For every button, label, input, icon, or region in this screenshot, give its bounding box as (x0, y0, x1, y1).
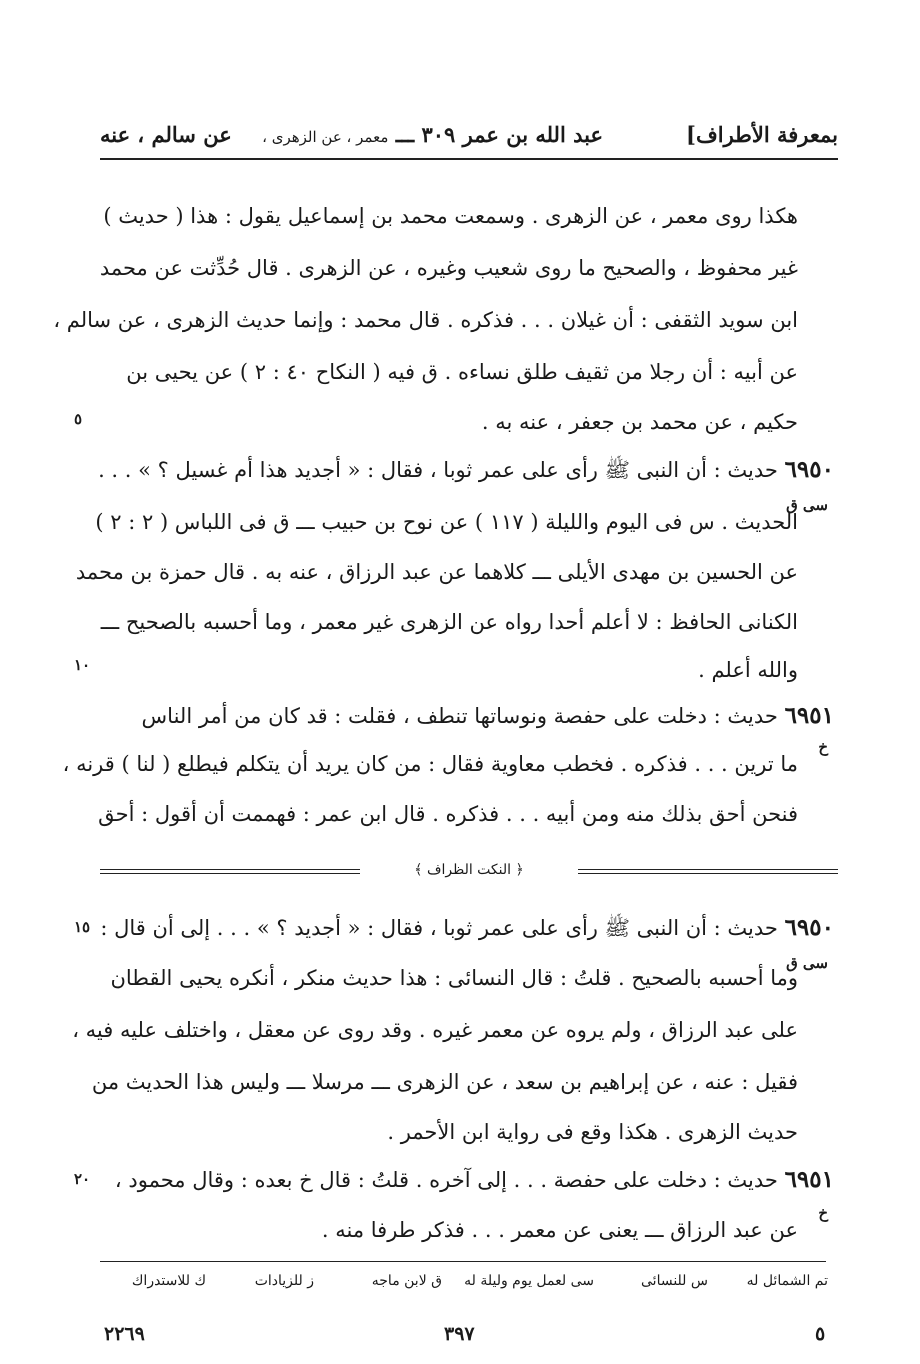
header-center-main: عبد الله بن عمر ٣٠٩ ـــ (395, 122, 603, 147)
divider-rule (578, 869, 838, 870)
abbreviation-key: ز للزيادات (254, 1273, 314, 1289)
abbreviation-key: ق لابن ماجه (371, 1273, 442, 1289)
margin-line-number: ٢٠ (74, 1170, 91, 1188)
header-center (262, 122, 603, 147)
divider-title-text: النكت الظراف (426, 862, 512, 878)
section-divider (100, 862, 838, 888)
hadith-sigla: خ (818, 1204, 828, 1222)
text-line: هكذا روى معمر ، عن الزهرى . وسمعت محمد بن إسماعيل يقول : هذا ( حديث ) (103, 204, 798, 228)
text-line: فقيل : عنه ، عن إبراهيم بن سعد ، عن الزهرى ـــ مرسلا ـــ وليس هذا الحديث من (91, 1070, 798, 1094)
hadith-text: حديث : دخلت على حفصة . . . إلى آخره . قلتُ : قال خ بعده : وقال محمود ، (114, 1168, 778, 1192)
hadith-number: ٦٩٥١ (784, 1166, 834, 1193)
text-line: ما ترين . . . فذكره . فخطب معاوية فقال : من كان يريد أن يتكلم فيطلع ( لنا ) قرنه ، (62, 752, 798, 776)
volume-number: ٥ (815, 1323, 826, 1345)
serial-number: ٢٢٦٩ (104, 1323, 145, 1345)
hadith-text: حديث : أن النبى ﷺ رأى على عمر ثوبا ، فقال : « أجديد ؟ » . . . إلى أن قال : (100, 916, 778, 940)
margin-line-number: ٥ (74, 410, 83, 428)
text-line: وما أحسبه بالصحيح . قلتُ : قال النسائى : هذا حديث منكر ، أنكره يحيى القطان (110, 966, 798, 990)
divider-title: ﴿ النكت الظراف ﴾ (414, 862, 524, 878)
abbreviation-key: تم الشمائل له (746, 1273, 828, 1289)
text-line: عن الحسين بن مهدى الأيلى ـــ كلاهما عن عبد الرزاق ، عنه به . قال حمزة بن محمد (75, 560, 798, 584)
text-line: غير محفوظ ، والصحيح ما روى شعيب وغيره ، عن الزهرى . قال حُدِّثت عن محمد (99, 256, 798, 280)
hadith-text: حديث : أن النبى ﷺ رأى على عمر ثوبا ، فقال : « أجديد هذا أم غسيل ؟ » . . . (98, 458, 778, 482)
hadith-sigla: سى ق (786, 496, 828, 514)
page-number: ٣٩٧ (444, 1323, 475, 1345)
divider-rule (100, 869, 360, 870)
text-line: ابن سويد الثقفى : أن غيلان . . . فذكره . قال محمد : وإنما حديث الزهرى ، عن سالم ، (53, 308, 798, 332)
footer-rule (100, 1261, 826, 1262)
text-line: الحديث . س فى اليوم والليلة ( ١١٧ ) عن نوح بن حبيب ـــ ق فى اللباس ( ٢ : ٢ ) (95, 510, 798, 534)
hadith-6950-first-line (98, 452, 834, 488)
hadith-sigla: خ (818, 738, 828, 756)
hadith-number: ٦٩٥٠ (784, 456, 834, 483)
divider-rule (578, 873, 838, 874)
hadith-text: حديث : دخلت على حفصة ونوساتها تنطف ، فقلت : قد كان من أمر الناس (141, 704, 778, 728)
hadith-6951-first-line (108, 698, 834, 734)
header-left: عن سالم ، عنه (100, 122, 232, 147)
header-center-small: معمر ، عن الزهرى ، (262, 128, 389, 146)
nukat-6950-first-line (100, 910, 834, 946)
abbreviation-key: س للنسائى (641, 1273, 708, 1289)
margin-line-number: ١٠ (74, 656, 91, 674)
text-line: فنحن أحق بذلك منه ومن أبيه . . . فذكره . قال ابن عمر : فهممت أن أقول : أحق (98, 802, 798, 826)
hadith-number: ٦٩٥٠ (784, 914, 834, 941)
header-right: بمعرفة الأطراف] (686, 122, 838, 147)
divider-rule (100, 873, 360, 874)
text-line: حديث الزهرى . هكذا وقع فى رواية ابن الأحمر . (387, 1120, 798, 1144)
header-rule (100, 158, 838, 160)
text-line: حكيم ، عن محمد بن جعفر ، عنه به . (481, 410, 798, 434)
text-line: والله أعلم . (698, 658, 798, 682)
margin-line-number: ١٥ (74, 918, 91, 936)
hadith-number: ٦٩٥١ (784, 702, 834, 729)
abbreviation-key: سى لعمل يوم وليلة له (464, 1273, 594, 1289)
text-line: الكنانى الحافظ : لا أعلم أحدا رواه عن الزهرى غير معمر ، وما أحسبه بالصحيح ـــ (100, 610, 798, 634)
running-header (100, 118, 838, 158)
text-line: على عبد الرزاق ، ولم يروه عن معمر غيره . وقد روى عن معقل ، واختلف عليه فيه ، (72, 1018, 798, 1042)
abbreviation-key: ك للاستدراك (131, 1273, 206, 1289)
text-line: عن أبيه : أن رجلا من ثقيف طلق نساءه . ق فيه ( النكاح ٤٠ : ٢ ) عن يحيى بن (126, 360, 798, 384)
hadith-sigla: سى ق (786, 954, 828, 972)
nukat-6951-first-line (108, 1162, 834, 1198)
text-line: عن عبد الرزاق ـــ يعنى عن معمر . . . فذكر طرفا منه . (321, 1218, 798, 1242)
